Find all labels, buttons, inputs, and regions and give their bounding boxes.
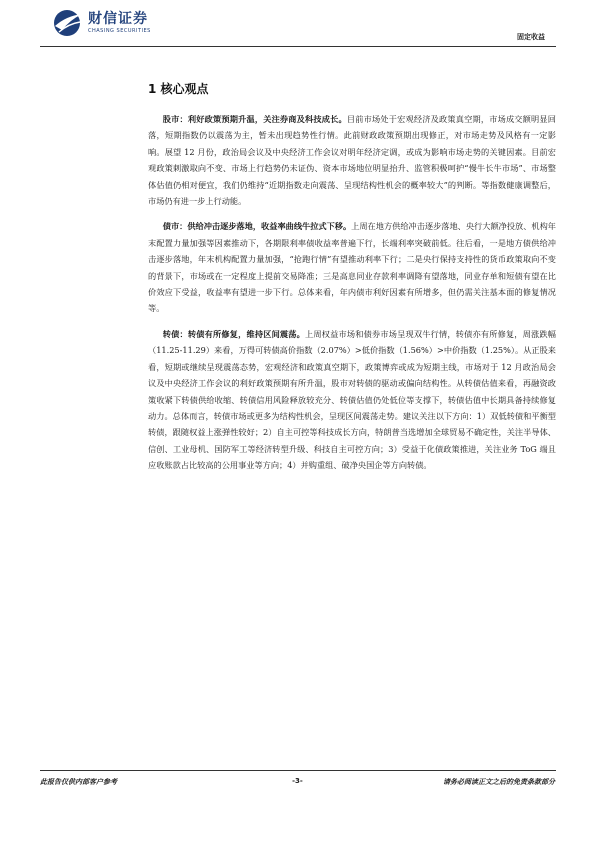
- paragraph-body: 目前市场处于宏观经济及政策真空期，市场成交额明显回落，短期指数仍以震荡为主，暂未出现趋势性行情。此前财政政策预期出现修正，对市场走势及风格有一定影响。展望 12 月份，政治局会议及中央经济工作会议对明年经济定调，或成为影响市场走势的关键因素。目前宏观政策刺激取向不变、市场上行趋势仍未证伪、资本市场地位明显抬升、监管积极呵护“慢牛长牛市场”、市场整体估值仍相对便宜，我们仍维持“近期指数走向震荡、呈现结构性机会的概率较大”的判断。等指数健康调整后，市场仍有进一步上行动能。: [148, 114, 556, 207]
- paragraph-body: 上周在地方供给冲击逐步落地、央行大额净投放、机构年末配置力量加强等因素推动下，各期限利率债收益率普遍下行，长端利率突破前低。往后看，一是地方债供给冲击逐步落地，年末机构配置力量加强，“抢跑行情”有望推动利率下行；二是央行保持支持性的货币政策取向不变的背景下，市场或在一定程度上提前交易降准；三是高息同业存款利率调降有望落地，同业存单和短债有望在比价效应下受益，收益率有望进一步下行。总体来看，年内债市利好因素有所增多，但仍需关注基本面的修复情况等。: [148, 221, 556, 314]
- page-number: -3-: [292, 777, 303, 785]
- footer-divider: [40, 770, 556, 771]
- paragraph-lead: 股市：利好政策预期升温，关注券商及科技成长。: [162, 114, 347, 124]
- paragraph-bond-market: [148, 218, 556, 316]
- logo-icon: [52, 8, 84, 38]
- section-title: 1 核心观点: [148, 82, 209, 96]
- header-divider: [40, 46, 556, 47]
- paragraph-convertible-bonds: [148, 326, 556, 474]
- footer-disclaimer-right: 请务必阅读正文之后的免责条款部分: [443, 778, 555, 786]
- company-logo: [52, 8, 151, 38]
- paragraph-lead: 债市：供给冲击逐步落地，收益率曲线牛拉式下移。: [162, 221, 352, 232]
- footer-disclaimer-left: 此报告仅供内部客户参考: [40, 778, 117, 786]
- logo-name-cn: 财信证券: [88, 11, 148, 27]
- page-header: [0, 0, 595, 50]
- main-content: [148, 80, 556, 483]
- paragraph-body: 上周权益市场和债券市场呈现双牛行情，转债亦有所修复，周涨跌幅（11.25-11.29）来看，万得可转债高价指数（2.07%）>低价指数（1.56%）>中价指数（1.25%）。从正股来看，短期或继续呈现震荡态势，宏观经济和政策真空期下，政策博弈或成为短期主线，市场对于 12 月政治局会议及中央经济工作会议的利好政策预期有所升温，股市对转债的驱动或偏向结构性。从转债估值来看，再融资政策收紧下转债供给收缩、转债信用风险释放较充分、转债估值仍处低位等支撑下，转债估值中长期具备持续修复动力。总体而言，转债市场或更多为结构性机会，呈现区间震荡走势。建议关注以下方向：1）双低转债和平衡型转债，跟随权益上涨弹性较好；2）自主可控等科技成长方向，特朗普当选增加全球贸易不确定性，关注半导体、信创、工业母机、国防军工等经济转型升级、科技自主可控方向；3）受益于化债政策推进，关注业务 ToG 端且应收账款占比较高的公用事业等方向；4）并购重组、破净央国企等方向转债。: [148, 328, 556, 471]
- document-category: 固定收益: [517, 33, 545, 41]
- logo-name-en: CHASING SECURITIES: [88, 28, 151, 34]
- paragraph-lead: 转债：转债有所修复，维持区间震荡。: [162, 328, 306, 339]
- paragraph-stock-market: [148, 111, 556, 209]
